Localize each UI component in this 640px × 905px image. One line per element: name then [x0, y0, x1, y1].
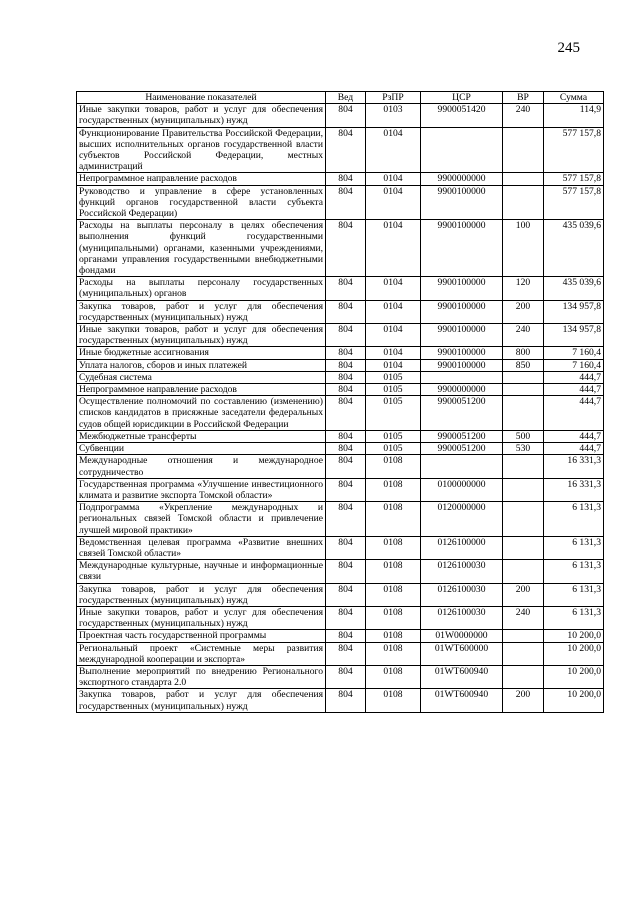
cell-sum: 444,7	[544, 430, 604, 442]
cell-ved: 804	[326, 127, 366, 173]
cell-rzpr: 0108	[366, 536, 421, 559]
cell-csr: 9900100000	[421, 300, 503, 323]
cell-vr	[503, 127, 544, 173]
cell-sum: 7 160,4	[544, 359, 604, 371]
cell-sum: 577 157,8	[544, 185, 604, 220]
cell-rzpr: 0104	[366, 173, 421, 185]
cell-vr: 200	[503, 689, 544, 712]
cell-name: Расходы на выплаты персоналу государственных (муниципальных) органов	[77, 277, 326, 300]
cell-name: Закупка товаров, работ и услуг для обеспечения государственных (муниципальных) нужд	[77, 583, 326, 606]
cell-name: Подпрограмма «Укрепление международных и региональных связей Томской области и привлечение лучшей мировой практики»	[77, 502, 326, 537]
cell-name: Проектная часть государственной программы	[77, 630, 326, 642]
header-name: Наименование показателей	[77, 92, 326, 104]
cell-csr: 9900051200	[421, 396, 503, 431]
cell-csr: 9900100000	[421, 277, 503, 300]
cell-vr	[503, 455, 544, 478]
cell-sum: 444,7	[544, 396, 604, 431]
cell-vr	[503, 396, 544, 431]
cell-ved: 804	[326, 220, 366, 277]
cell-ved: 804	[326, 324, 366, 347]
header-vr: ВР	[503, 92, 544, 104]
cell-sum: 134 957,8	[544, 300, 604, 323]
cell-vr	[503, 384, 544, 396]
cell-name: Иные закупки товаров, работ и услуг для обеспечения государственных (муниципальных) нужд	[77, 324, 326, 347]
cell-sum: 6 131,3	[544, 583, 604, 606]
cell-ved: 804	[326, 642, 366, 665]
cell-name: Субвенции	[77, 443, 326, 455]
cell-ved: 804	[326, 430, 366, 442]
table-row	[77, 277, 604, 300]
cell-ved: 804	[326, 606, 366, 629]
cell-name: Международные культурные, научные и информационные связи	[77, 560, 326, 583]
cell-name: Выполнение мероприятий по внедрению Регионального экспортного стандарта 2.0	[77, 665, 326, 688]
table-row	[77, 443, 604, 455]
table-row	[77, 536, 604, 559]
table-row	[77, 502, 604, 537]
cell-vr: 530	[503, 443, 544, 455]
cell-name: Расходы на выплаты персоналу в целях обеспечения выполнения функций государственными (муниципальными) органами, казенными учреждениями, органами управления государственными внебюджетными фондами	[77, 220, 326, 277]
cell-name: Региональный проект «Системные меры развития международной кооперации и экспорта»	[77, 642, 326, 665]
table-row	[77, 606, 604, 629]
cell-sum: 16 331,3	[544, 478, 604, 501]
table-header-row	[77, 92, 604, 104]
cell-vr: 800	[503, 347, 544, 359]
cell-name: Осуществление полномочий по составлению (изменению) списков кандидатов в присяжные заседатели федеральных судов общей юрисдикции в Российской Федерации	[77, 396, 326, 431]
table-row	[77, 324, 604, 347]
cell-ved: 804	[326, 347, 366, 359]
cell-csr: 01WT600940	[421, 665, 503, 688]
cell-csr: 9900051420	[421, 104, 503, 127]
cell-rzpr: 0108	[366, 630, 421, 642]
cell-sum: 435 039,6	[544, 277, 604, 300]
cell-ved: 804	[326, 689, 366, 712]
table-row	[77, 347, 604, 359]
cell-csr: 9900100000	[421, 220, 503, 277]
table-row	[77, 384, 604, 396]
cell-csr: 0126100030	[421, 606, 503, 629]
cell-rzpr: 0105	[366, 443, 421, 455]
cell-rzpr: 0103	[366, 104, 421, 127]
cell-ved: 804	[326, 630, 366, 642]
cell-vr: 240	[503, 606, 544, 629]
cell-ved: 804	[326, 104, 366, 127]
cell-sum: 6 131,3	[544, 560, 604, 583]
table-row	[77, 455, 604, 478]
cell-ved: 804	[326, 455, 366, 478]
cell-sum: 10 200,0	[544, 630, 604, 642]
header-sum: Сумма	[544, 92, 604, 104]
table-row	[77, 127, 604, 173]
cell-vr	[503, 536, 544, 559]
cell-csr: 0126100030	[421, 583, 503, 606]
cell-sum: 6 131,3	[544, 536, 604, 559]
cell-vr: 500	[503, 430, 544, 442]
cell-rzpr: 0105	[366, 371, 421, 383]
cell-ved: 804	[326, 665, 366, 688]
cell-csr: 9900100000	[421, 359, 503, 371]
table-row	[77, 104, 604, 127]
cell-name: Закупка товаров, работ и услуг для обеспечения государственных (муниципальных) нужд	[77, 689, 326, 712]
cell-ved: 804	[326, 277, 366, 300]
cell-vr: 200	[503, 300, 544, 323]
cell-ved: 804	[326, 359, 366, 371]
cell-ved: 804	[326, 371, 366, 383]
budget-table	[76, 91, 604, 713]
cell-sum: 6 131,3	[544, 606, 604, 629]
table-row	[77, 642, 604, 665]
header-csr: ЦСР	[421, 92, 503, 104]
cell-name: Ведомственная целевая программа «Развитие внешних связей Томской области»	[77, 536, 326, 559]
cell-name: Уплата налогов, сборов и иных платежей	[77, 359, 326, 371]
page-number: 245	[557, 40, 580, 56]
cell-rzpr: 0108	[366, 642, 421, 665]
cell-ved: 804	[326, 185, 366, 220]
cell-ved: 804	[326, 173, 366, 185]
cell-rzpr: 0108	[366, 560, 421, 583]
cell-csr: 0126100030	[421, 560, 503, 583]
header-rzpr: РзПР	[366, 92, 421, 104]
table-row	[77, 560, 604, 583]
cell-sum: 444,7	[544, 371, 604, 383]
cell-csr: 9900051200	[421, 430, 503, 442]
cell-rzpr: 0104	[366, 220, 421, 277]
cell-rzpr: 0108	[366, 478, 421, 501]
table-row	[77, 478, 604, 501]
cell-name: Непрограммное направление расходов	[77, 384, 326, 396]
cell-name: Судебная система	[77, 371, 326, 383]
cell-rzpr: 0105	[366, 396, 421, 431]
header-ved: Вед	[326, 92, 366, 104]
cell-csr	[421, 455, 503, 478]
table-row	[77, 630, 604, 642]
cell-csr: 9900100000	[421, 324, 503, 347]
table-row	[77, 185, 604, 220]
table-row	[77, 359, 604, 371]
cell-rzpr: 0108	[366, 665, 421, 688]
cell-ved: 804	[326, 384, 366, 396]
cell-csr: 9900051200	[421, 443, 503, 455]
table-row	[77, 371, 604, 383]
cell-csr: 9900100000	[421, 347, 503, 359]
cell-csr: 9900100000	[421, 185, 503, 220]
cell-ved: 804	[326, 443, 366, 455]
cell-csr	[421, 371, 503, 383]
table-row	[77, 689, 604, 712]
cell-vr: 120	[503, 277, 544, 300]
table-row	[77, 220, 604, 277]
cell-sum: 16 331,3	[544, 455, 604, 478]
cell-name: Иные закупки товаров, работ и услуг для обеспечения государственных (муниципальных) нужд	[77, 104, 326, 127]
cell-csr: 0126100000	[421, 536, 503, 559]
table-row	[77, 300, 604, 323]
cell-rzpr: 0108	[366, 689, 421, 712]
cell-vr	[503, 502, 544, 537]
cell-vr: 240	[503, 104, 544, 127]
cell-vr: 850	[503, 359, 544, 371]
cell-sum: 577 157,8	[544, 127, 604, 173]
cell-rzpr: 0104	[366, 347, 421, 359]
cell-ved: 804	[326, 560, 366, 583]
cell-sum: 444,7	[544, 384, 604, 396]
cell-name: Межбюджетные трансферты	[77, 430, 326, 442]
cell-rzpr: 0104	[366, 359, 421, 371]
cell-sum: 577 157,8	[544, 173, 604, 185]
cell-name: Иные закупки товаров, работ и услуг для обеспечения государственных (муниципальных) нужд	[77, 606, 326, 629]
cell-rzpr: 0108	[366, 583, 421, 606]
cell-ved: 804	[326, 478, 366, 501]
cell-rzpr: 0108	[366, 606, 421, 629]
cell-sum: 134 957,8	[544, 324, 604, 347]
cell-rzpr: 0104	[366, 127, 421, 173]
cell-vr: 240	[503, 324, 544, 347]
cell-vr	[503, 630, 544, 642]
cell-rzpr: 0104	[366, 277, 421, 300]
cell-name: Международные отношения и международное сотрудничество	[77, 455, 326, 478]
table-row	[77, 396, 604, 431]
cell-sum: 444,7	[544, 443, 604, 455]
cell-csr: 01WT600940	[421, 689, 503, 712]
cell-rzpr: 0104	[366, 324, 421, 347]
cell-name: Функционирование Правительства Российской Федерации, высших исполнительных органов государственной власти субъектов Российской Федерации, местных администраций	[77, 127, 326, 173]
cell-vr	[503, 478, 544, 501]
cell-rzpr: 0104	[366, 185, 421, 220]
cell-rzpr: 0108	[366, 502, 421, 537]
cell-vr	[503, 560, 544, 583]
cell-vr	[503, 185, 544, 220]
cell-sum: 6 131,3	[544, 502, 604, 537]
cell-ved: 804	[326, 396, 366, 431]
cell-name: Закупка товаров, работ и услуг для обеспечения государственных (муниципальных) нужд	[77, 300, 326, 323]
table-row	[77, 665, 604, 688]
cell-vr: 200	[503, 583, 544, 606]
cell-vr	[503, 665, 544, 688]
cell-rzpr: 0108	[366, 455, 421, 478]
cell-csr: 0120000000	[421, 502, 503, 537]
cell-rzpr: 0105	[366, 384, 421, 396]
cell-csr	[421, 127, 503, 173]
cell-rzpr: 0104	[366, 300, 421, 323]
cell-ved: 804	[326, 300, 366, 323]
cell-csr: 9900000000	[421, 173, 503, 185]
cell-sum: 435 039,6	[544, 220, 604, 277]
cell-vr: 100	[503, 220, 544, 277]
cell-name: Непрограммное направление расходов	[77, 173, 326, 185]
cell-vr	[503, 371, 544, 383]
table-row	[77, 173, 604, 185]
cell-name: Государственная программа «Улучшение инвестиционного климата и развитие экспорта Томской области»	[77, 478, 326, 501]
cell-csr: 01W0000000	[421, 630, 503, 642]
cell-sum: 10 200,0	[544, 665, 604, 688]
cell-sum: 10 200,0	[544, 689, 604, 712]
cell-sum: 114,9	[544, 104, 604, 127]
table-row	[77, 430, 604, 442]
cell-rzpr: 0105	[366, 430, 421, 442]
table-row	[77, 583, 604, 606]
cell-ved: 804	[326, 536, 366, 559]
cell-ved: 804	[326, 502, 366, 537]
cell-sum: 10 200,0	[544, 642, 604, 665]
cell-csr: 01WT600000	[421, 642, 503, 665]
cell-vr	[503, 173, 544, 185]
cell-csr: 9900000000	[421, 384, 503, 396]
cell-name: Иные бюджетные ассигнования	[77, 347, 326, 359]
cell-ved: 804	[326, 583, 366, 606]
cell-sum: 7 160,4	[544, 347, 604, 359]
cell-name: Руководство и управление в сфере установленных функций органов государственной власти субъекта Российской Федерации)	[77, 185, 326, 220]
cell-csr: 0100000000	[421, 478, 503, 501]
cell-vr	[503, 642, 544, 665]
